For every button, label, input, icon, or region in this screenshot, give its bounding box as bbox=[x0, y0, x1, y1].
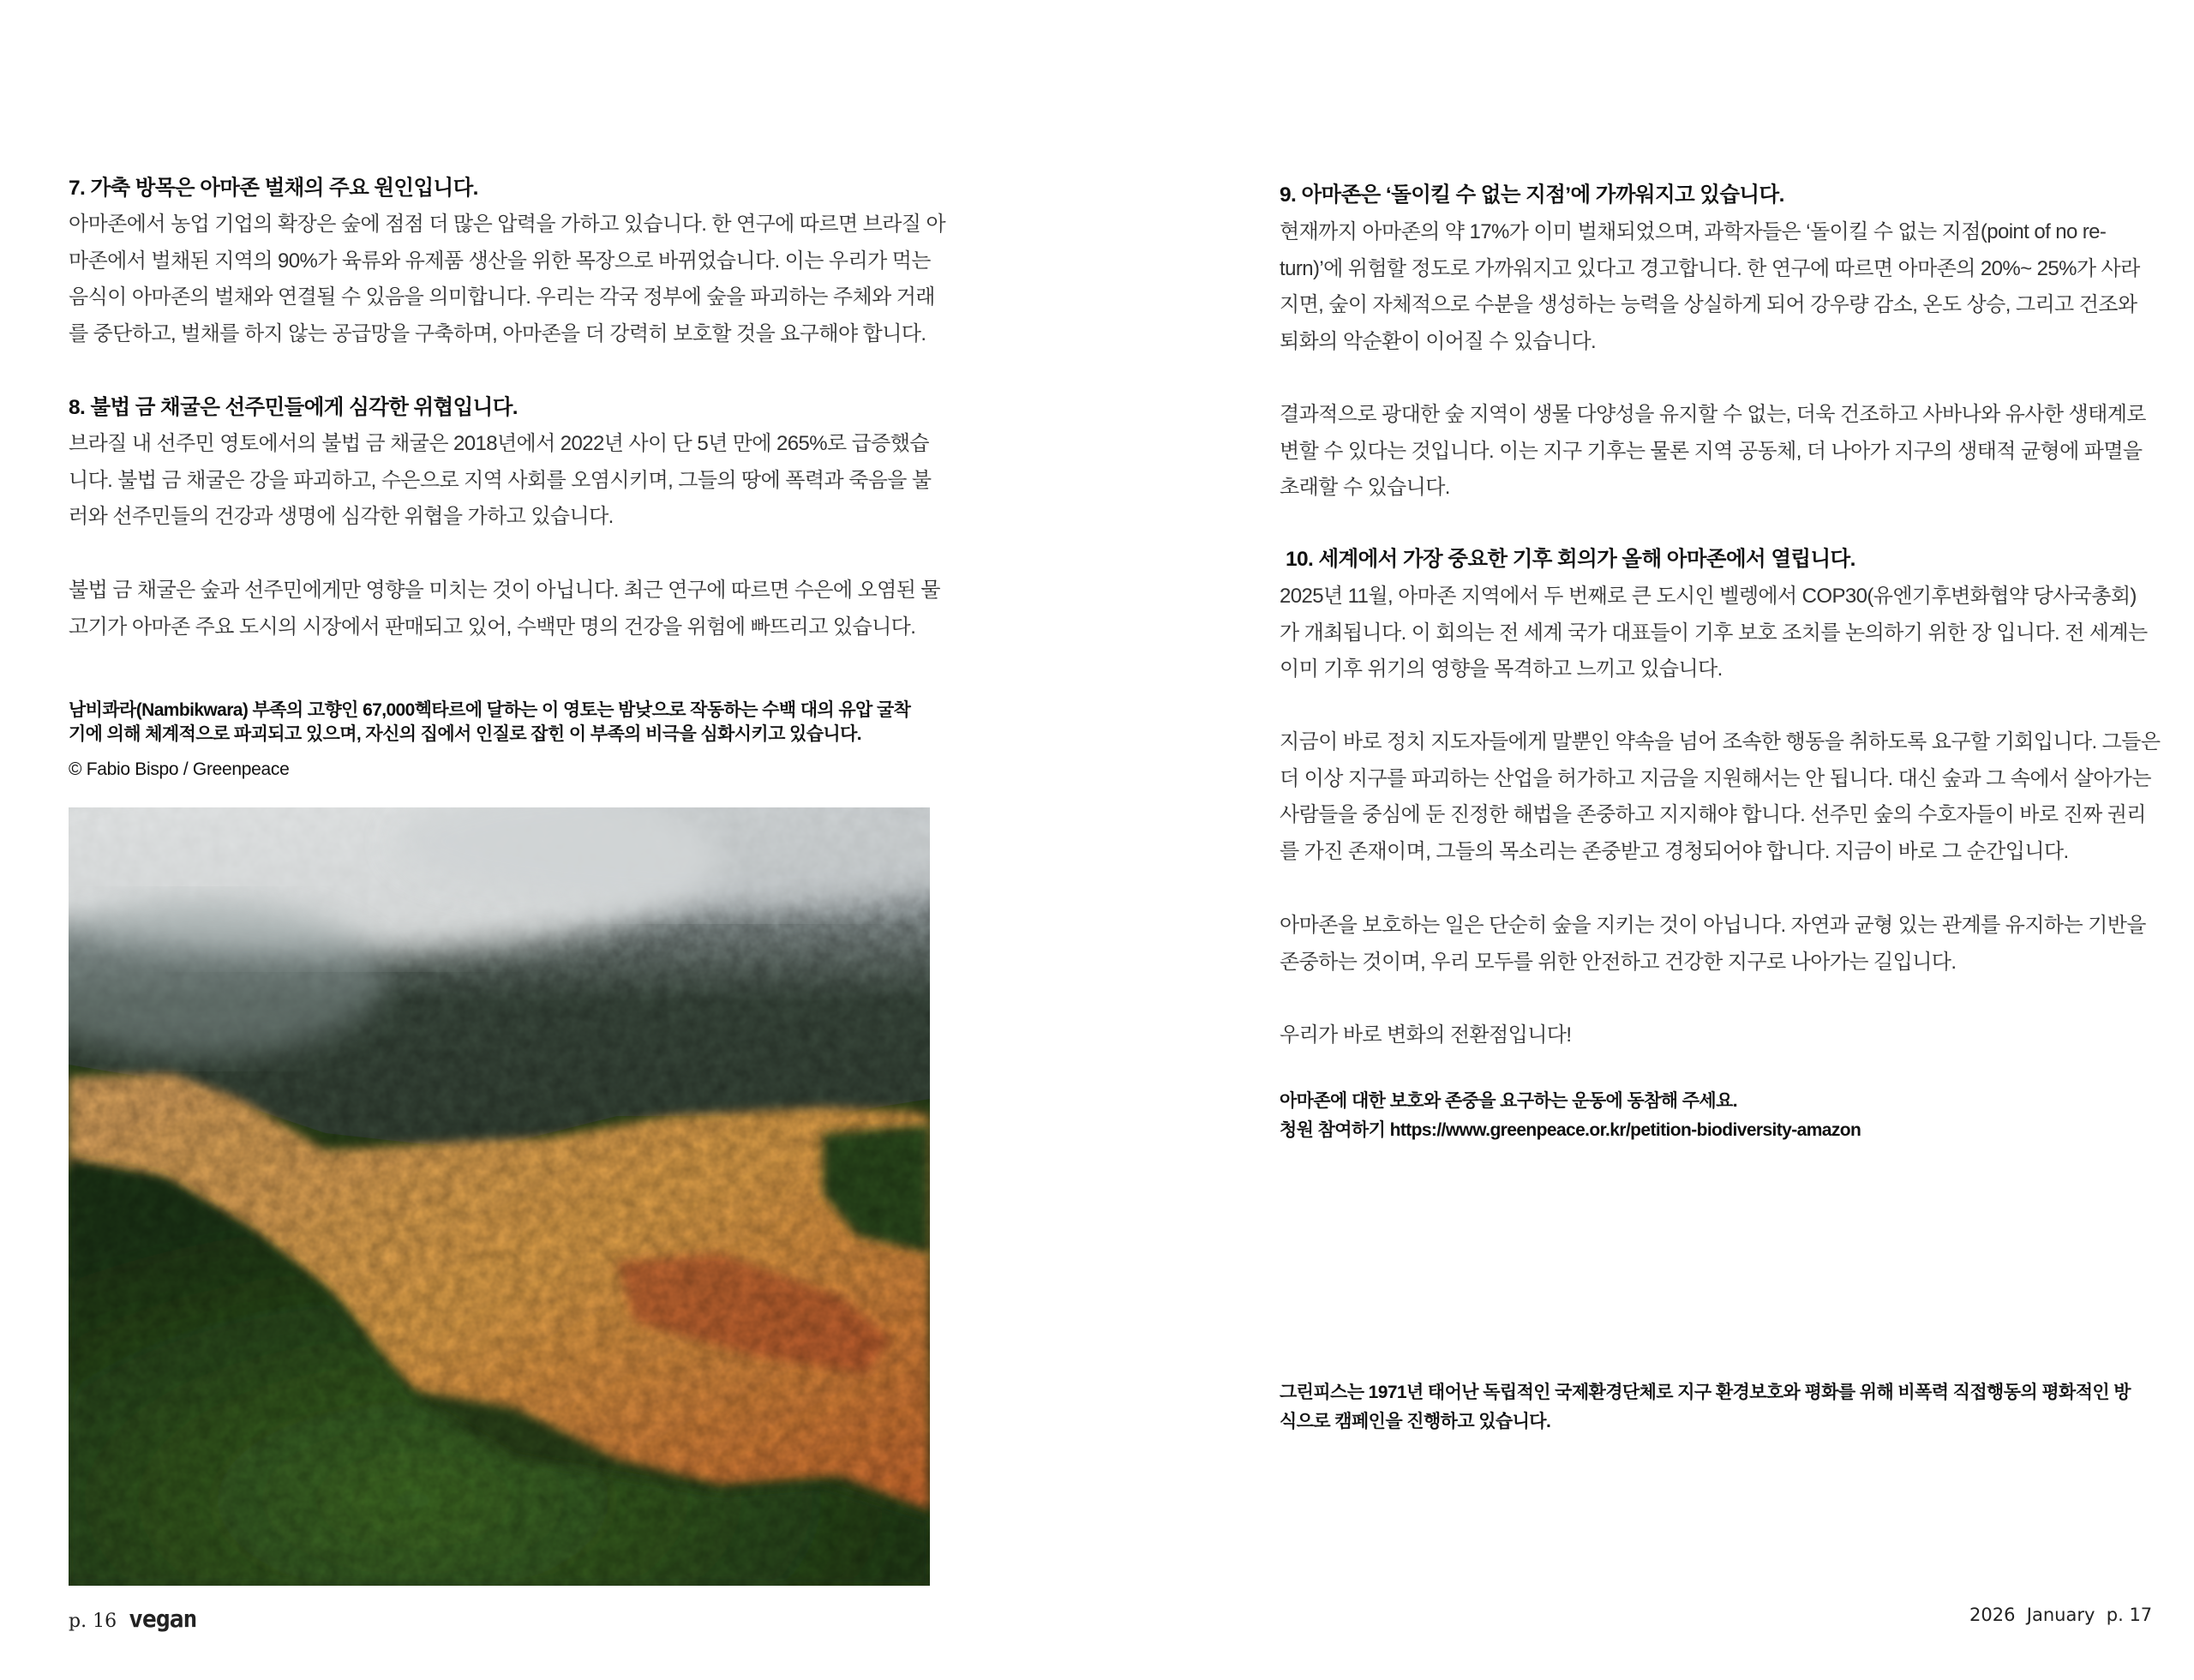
left-footer bbox=[69, 1605, 196, 1633]
section-7 bbox=[69, 174, 930, 203]
body-line: 퇴화의 악순환이 이어질 수 있습니다. bbox=[1280, 329, 1597, 353]
section-10-body bbox=[1280, 579, 2148, 688]
body-line: 고기가 아마존 주요 도시의 시장에서 판매되고 있어, 수백만 명의 건강을 위험에 빠뜨리고 있습니다. bbox=[69, 615, 916, 639]
body-line: 현재까지 아마존의 약 17%가 이미 벌채되었으며, 과학자들은 ‘돌이킬 수 없는 지점(point of no re- bbox=[1280, 220, 2107, 243]
photo-caption bbox=[69, 699, 930, 782]
closing-line bbox=[1280, 1017, 2137, 1054]
body-line: 사람들을 중심에 둔 진정한 해법을 존중하고 지지해야 합니다. 선주민 숲의 수호자들이 바로 진짜 권리 bbox=[1280, 803, 2146, 827]
section-10 bbox=[1286, 545, 2143, 574]
section-8 bbox=[69, 393, 930, 423]
body-line: 지금이 바로 정치 지도자들에게 말뿐인 약속을 넘어 조속한 행동을 취하도록 요구할 기회입니다. 그들은 bbox=[1280, 730, 2161, 753]
section-7-body bbox=[69, 207, 946, 352]
caption-line: 남비콰라(Nambikwara) 부족의 고향인 67,000헥타르에 달하는 이 영토는 밤낮으로 작동하는 수백 대의 유압 굴착 bbox=[69, 700, 911, 720]
body-line: 더 이상 지구를 파괴하는 산업을 허가하고 지금을 지원해서는 안 됩니다. 대신 숲과 그 속에서 살아가는 bbox=[1280, 766, 2151, 790]
body-line: 존중하는 것이며, 우리 모두를 위한 안전하고 건강한 지구로 나아가는 길입니다. bbox=[1280, 950, 1957, 974]
body-line: 결과적으로 광대한 숲 지역이 생물 다양성을 유지할 수 없는, 더욱 건조하고 사바나와 유사한 생태계로 bbox=[1280, 403, 2146, 426]
section-8-body bbox=[69, 426, 930, 536]
section-9-body-2 bbox=[1280, 397, 2146, 507]
body-line: 지면, 숲이 자체적으로 수분을 생성하는 능력을 상실하게 되어 강우량 감소, 온도 상승, 그리고 건조와 bbox=[1280, 293, 2137, 317]
issue-date: 2026 January bbox=[1969, 1605, 2095, 1625]
body-line: 를 가진 존재이며, 그들의 목소리는 존중받고 경청되어야 합니다. 지금이 바로 그 순간입니다. bbox=[1280, 839, 2069, 863]
cta-text: 아마존에 대한 보호와 존중을 요구하는 운동에 동참해 주세요. bbox=[1280, 1091, 1738, 1111]
petition-cta bbox=[1280, 1089, 2137, 1143]
section-heading: 10. 세계에서 가장 중요한 기후 회의가 올해 아마존에서 열립니다. bbox=[1286, 548, 1855, 571]
section-heading: 8. 불법 금 채굴은 선주민들에게 심각한 위협입니다. bbox=[69, 396, 519, 419]
petition-link[interactable]: https://www.greenpeace.or.kr/petition-biodiversity-amazon bbox=[1389, 1120, 1861, 1140]
about-line: 식으로 캠페인을 진행하고 있습니다. bbox=[1280, 1412, 1551, 1431]
body-line: 브라질 내 선주민 영토에서의 불법 금 채굴은 2018년에서 2022년 사이 단 5년 만에 265%로 급증했습 bbox=[69, 432, 929, 455]
right-footer bbox=[1969, 1605, 2152, 1625]
body-line: 변할 수 있다는 것입니다. 이는 지구 기후는 물론 지역 공동체, 더 나아가 지구의 생태적 균형에 파멸을 bbox=[1280, 439, 2143, 463]
caption-line: 기에 의해 체계적으로 파괴되고 있으며, 자신의 집에서 인질로 잡힌 이 부족의 비극을 심화시키고 있습니다. bbox=[69, 724, 862, 744]
body-line: turn)’에 위험할 정도로 가까워지고 있다고 경고합니다. 한 연구에 따르면 아마존의 20%~ 25%가 사라 bbox=[1280, 256, 2140, 280]
amazon-mining-aerial-photo bbox=[69, 807, 930, 1586]
greenpeace-about bbox=[1280, 1381, 2137, 1434]
body-line: 를 중단하고, 벌채를 하지 않는 공급망을 구축하며, 아마존을 더 강력히 보호할 것을 요구해야 합니다. bbox=[69, 321, 926, 345]
body-line: 러와 선주민들의 건강과 생명에 심각한 위협을 가하고 있습니다. bbox=[69, 505, 614, 529]
section-heading: 7. 가축 방목은 아마존 벌채의 주요 원인입니다. bbox=[69, 177, 478, 200]
body-line: 마존에서 벌채된 지역의 90%가 육류와 유제품 생산을 위한 목장으로 바뀌었습니다. 이는 우리가 먹는 bbox=[69, 249, 931, 273]
body-line: 아마존에서 농업 기업의 확장은 숲에 점점 더 많은 압력을 가하고 있습니다. 한 연구에 따르면 브라질 아 bbox=[69, 213, 946, 236]
closing-text: 우리가 바로 변화의 전환점입니다! bbox=[1280, 1023, 1572, 1047]
section-10-body-3 bbox=[1280, 908, 2146, 981]
about-line: 그린피스는 1971년 태어난 독립적인 국제환경단체로 지구 환경보호와 평화를 위해 비폭력 직접행동의 평화적인 방 bbox=[1280, 1383, 2131, 1402]
body-line: 2025년 11월, 아마존 지역에서 두 번째로 큰 도시인 벨렝에서 COP30(유엔기후변화협약 당사국총회) bbox=[1280, 585, 2137, 608]
body-line: 불법 금 채굴은 숲과 선주민에게만 영향을 미치는 것이 아닙니다. 최근 연구에 따르면 수은에 오염된 물 bbox=[69, 579, 940, 602]
body-line: 음식이 아마존의 벌채와 연결될 수 있음을 의미합니다. 우리는 각국 정부에 숲을 파괴하는 주체와 거래 bbox=[69, 285, 935, 309]
body-line: 초래할 수 있습니다. bbox=[1280, 476, 1450, 500]
section-10-body-2 bbox=[1280, 724, 2161, 870]
body-line: 니다. 불법 금 채굴은 강을 파괴하고, 수은으로 지역 사회를 오염시키며, 그들의 땅에 폭력과 죽음을 불 bbox=[69, 468, 932, 492]
section-heading: 9. 아마존은 ‘돌이킬 수 없는 지점’에 가까워지고 있습니다. bbox=[1280, 183, 1784, 207]
vegan-logo: vegan bbox=[129, 1605, 197, 1633]
section-8-body-2 bbox=[69, 573, 940, 645]
petition-label: 청원 참여하기 bbox=[1280, 1120, 1386, 1140]
page-number: p. 17 bbox=[2106, 1605, 2153, 1625]
photo-credit: © Fabio Bispo / Greenpeace bbox=[69, 759, 290, 779]
section-9 bbox=[1280, 181, 2137, 210]
petition-line bbox=[1280, 1119, 2137, 1143]
body-line: 아마존을 보호하는 일은 단순히 숲을 지키는 것이 아닙니다. 자연과 균형 있는 관계를 유지하는 기반을 bbox=[1280, 914, 2146, 937]
body-line: 가 개최됩니다. 이 회의는 전 세계 국가 대표들이 기후 보호 조치를 논의하기 위한 장 입니다. 전 세계는 bbox=[1280, 621, 2148, 645]
body-line: 이미 기후 위기의 영향을 목격하고 느끼고 있습니다. bbox=[1280, 657, 1723, 681]
page-number: p. 16 bbox=[69, 1611, 117, 1632]
section-9-body bbox=[1280, 214, 2140, 360]
